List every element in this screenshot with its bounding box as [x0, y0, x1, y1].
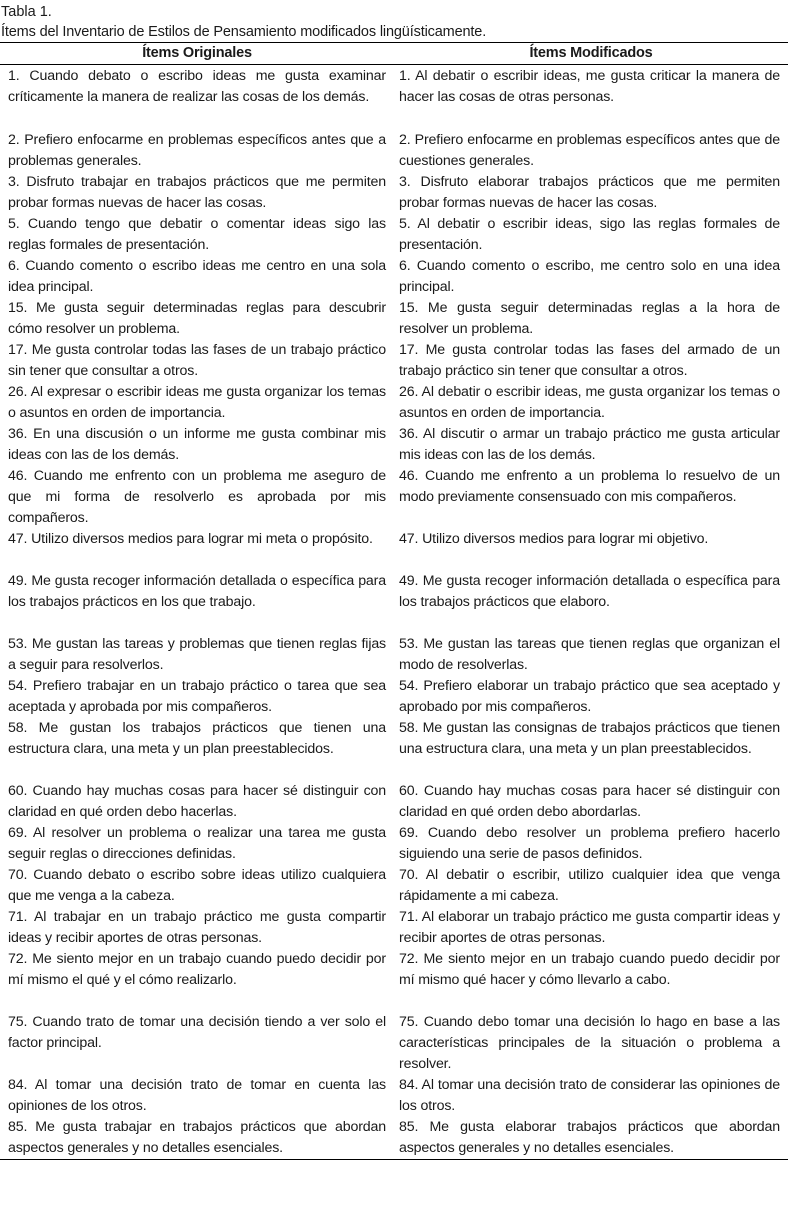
original-item-cell: 69. Al resolver un problema o realizar una tarea me gusta seguir reglas o direcciones definidas. — [8, 825, 386, 862]
table-row — [0, 907, 788, 949]
original-item-cell: 84. Al tomar una decisión trato de tomar en cuenta las opiniones de los otros. — [8, 1077, 386, 1114]
header-row — [0, 43, 788, 65]
table-row — [0, 214, 788, 256]
modified-item-cell: 36. Al discutir o armar un trabajo práctico me gusta articular mis ideas con las de los demás. — [399, 426, 780, 463]
original-item-cell: 60. Cuando hay muchas cosas para hacer sé distinguir con claridad en qué orden debo hacerlas. — [8, 783, 386, 820]
table-row — [0, 172, 788, 214]
modified-item-cell: 3. Disfruto elaborar trabajos prácticos que me permiten probar formas nuevas de hacer las cosas. — [399, 174, 780, 211]
modified-item-cell: 53. Me gustan las tareas que tienen reglas que organizan el modo de resolverlas. — [399, 636, 780, 673]
original-item-cell: 72. Me siento mejor en un trabajo cuando puedo decidir por mí mismo el qué y el cómo realizarlo. — [8, 951, 386, 988]
original-item-cell: 71. Al trabajar en un trabajo práctico me gusta compartir ideas y recibir aportes de otras personas. — [8, 909, 386, 946]
modified-item-cell: 84. Al tomar una decisión trato de considerar las opiniones de los otros. — [399, 1077, 780, 1114]
header-original-items: Ítems Originales — [0, 43, 394, 65]
original-item-cell: 2. Prefiero enfocarme en problemas específicos antes que a problemas generales. — [8, 132, 386, 169]
table-row — [0, 865, 788, 907]
table-row — [0, 1117, 788, 1160]
modified-item-cell: 46. Cuando me enfrento a un problema lo resuelvo de un modo previamente consensuado con mis compañeros. — [399, 468, 780, 505]
original-item-cell: 5. Cuando tengo que debatir o comentar ideas sigo las reglas formales de presentación. — [8, 216, 386, 253]
table-row — [0, 676, 788, 718]
table-row — [0, 424, 788, 466]
table-title: Ítems del Inventario de Estilos de Pensamiento modificados lingüísticamente. — [1, 24, 487, 40]
modified-item-cell: 71. Al elaborar un trabajo práctico me gusta compartir ideas y recibir aportes de otras personas. — [399, 909, 780, 946]
original-item-cell: 47. Utilizo diversos medios para lograr mi meta o propósito. — [8, 531, 373, 547]
modified-item-cell: 2. Prefiero enfocarme en problemas específicos antes que de cuestiones generales. — [399, 132, 780, 169]
table-row — [0, 949, 788, 1012]
original-item-cell: 36. En una discusión o un informe me gusta combinar mis ideas con las de los demás. — [8, 426, 386, 463]
original-item-cell: 46. Cuando me enfrento con un problema me aseguro de que mi forma de resolverlo es aprobada por mis compañeros. — [8, 468, 386, 526]
original-item-cell: 6. Cuando comento o escribo ideas me centro en una sola idea principal. — [8, 258, 386, 295]
original-item-cell: 85. Me gusta trabajar en trabajos prácticos que abordan aspectos generales y no detalles esenciales. — [0, 1117, 394, 1160]
modified-item-cell: 54. Prefiero elaborar un trabajo práctico que sea aceptado y aprobado por mis compañeros. — [399, 678, 780, 715]
table-row — [0, 466, 788, 529]
original-item-cell: 75. Cuando trato de tomar una decisión tiendo a ver solo el factor principal. — [8, 1014, 386, 1051]
modified-item-cell: 15. Me gusta seguir determinadas reglas a la hora de resolver un problema. — [399, 300, 780, 337]
table-row — [0, 1075, 788, 1117]
original-item-cell: 70. Cuando debato o escribo sobre ideas utilizo cualquiera que me venga a la cabeza. — [8, 867, 386, 904]
table-row — [0, 718, 788, 781]
table-row — [0, 571, 788, 634]
modified-item-cell: 85. Me gusta elaborar trabajos prácticos que abordan aspectos generales y no detalles esenciales. — [394, 1117, 788, 1160]
original-item-cell: 53. Me gustan las tareas y problemas que tienen reglas fijas a seguir para resolverlos. — [8, 636, 386, 673]
table-row — [0, 529, 788, 571]
original-item-cell: 49. Me gusta recoger información detallada o específica para los trabajos prácticos en los que trabajo. — [8, 573, 386, 610]
table-row — [0, 1012, 788, 1075]
table-label: Tabla 1. — [1, 4, 52, 20]
items-table — [0, 42, 788, 1160]
table-row — [0, 130, 788, 172]
original-item-cell: 26. Al expresar o escribir ideas me gusta organizar los temas o asuntos en orden de importancia. — [8, 384, 386, 421]
original-item-cell: 54. Prefiero trabajar en un trabajo práctico o tarea que sea aceptada y aprobada por mis compañeros. — [8, 678, 386, 715]
modified-item-cell: 72. Me siento mejor en un trabajo cuando puedo decidir por mí mismo qué hacer y cómo llevarlo a cabo. — [399, 951, 780, 988]
modified-item-cell: 5. Al debatir o escribir ideas, sigo las reglas formales de presentación. — [399, 216, 780, 253]
modified-item-cell: 47. Utilizo diversos medios para lograr mi objetivo. — [399, 531, 709, 547]
table-row — [0, 781, 788, 823]
table-row — [0, 382, 788, 424]
table-row — [0, 340, 788, 382]
modified-item-cell: 70. Al debatir o escribir, utilizo cualquier idea que venga rápidamente a mi cabeza. — [399, 867, 780, 904]
header-modified-items: Ítems Modificados — [394, 43, 788, 65]
modified-item-cell: 49. Me gusta recoger información detallada o específica para los trabajos prácticos que elaboro. — [399, 573, 780, 610]
modified-item-cell: 60. Cuando hay muchas cosas para hacer sé distinguir con claridad en qué orden debo abordarlas. — [399, 783, 780, 820]
modified-item-cell: 17. Me gusta controlar todas las fases del armado de un trabajo práctico sin tener que consultar a otros. — [399, 342, 780, 379]
modified-item-cell: 26. Al debatir o escribir ideas, me gusta organizar los temas o asuntos en orden de importancia. — [399, 384, 780, 421]
original-item-cell: 3. Disfruto trabajar en trabajos prácticos que me permiten probar formas nuevas de hacer las cosas. — [8, 174, 386, 211]
original-item-cell: 15. Me gusta seguir determinadas reglas para descubrir cómo resolver un problema. — [8, 300, 386, 337]
table-row — [0, 298, 788, 340]
original-item-cell: 1. Cuando debato o escribo ideas me gusta examinar críticamente la manera de realizar las cosas de los demás. — [8, 68, 386, 105]
table-row — [0, 65, 788, 131]
table-row — [0, 823, 788, 865]
original-item-cell: 17. Me gusta controlar todas las fases de un trabajo práctico sin tener que consultar a otros. — [8, 342, 386, 379]
table-row — [0, 256, 788, 298]
table-row — [0, 634, 788, 676]
modified-item-cell: 1. Al debatir o escribir ideas, me gusta criticar la manera de hacer las cosas de otras personas. — [399, 68, 780, 105]
modified-item-cell: 69. Cuando debo resolver un problema prefiero hacerlo siguiendo una serie de pasos definidos. — [399, 825, 780, 862]
modified-item-cell: 75. Cuando debo tomar una decisión lo hago en base a las características principales de la situación o problema a resolver. — [399, 1014, 780, 1072]
original-item-cell: 58. Me gustan los trabajos prácticos que tienen una estructura clara, una meta y un plan preestablecidos. — [8, 720, 386, 757]
modified-item-cell: 58. Me gustan las consignas de trabajos prácticos que tienen una estructura clara, una meta y un plan preestablecidos. — [399, 720, 780, 757]
modified-item-cell: 6. Cuando comento o escribo, me centro solo en una idea principal. — [399, 258, 780, 295]
